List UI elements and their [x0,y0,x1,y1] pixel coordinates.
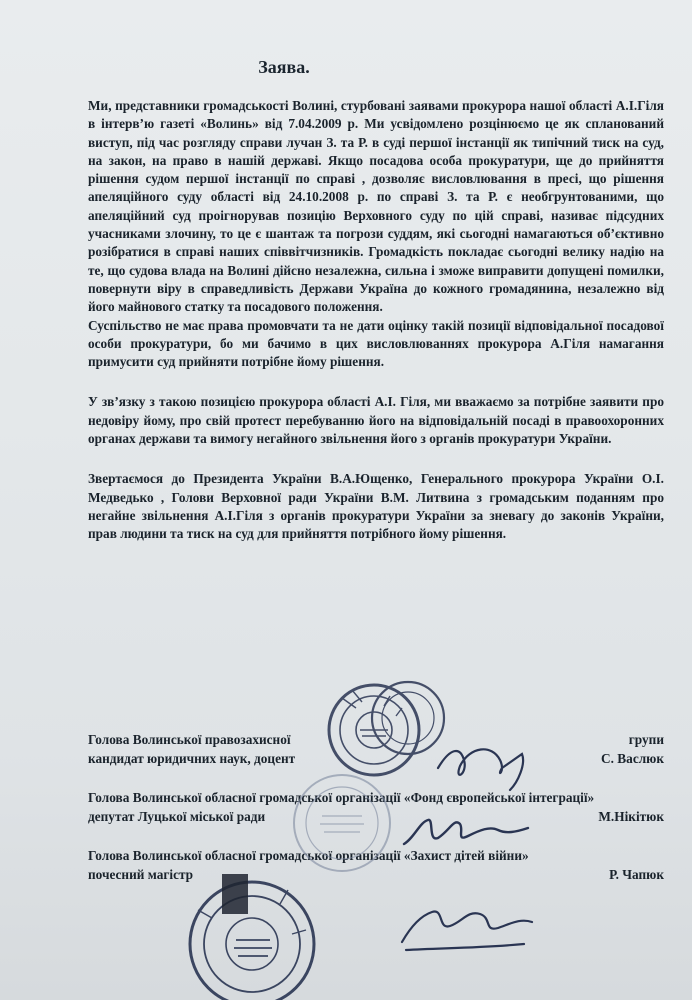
document-title: Заява. [258,57,310,77]
paragraph-1: Ми, представники громадськості Волині, стурбовані заявами прокурора нашої області А.І.Гіля в інтерв’ю газеті «Волинь» від 7.04.2009 р. Ми усвідомлено розцінюємо це як спланований виступ, під час розгляду справи лучан З. та Р. в суді першої інстанції як типічний тиск на суд, на закон, на право в нашій державі. Якщо посадова особа прокуратури, ще до прийняття рішення судом першої інстанції по справі , дозволяє висловлювання в пресі, що рішення апеляційного суду області від 24.10.2008 р. по справі З. та Р. є необгрунтованими, що апеляційний суд проігнорував позицію Верховного суду по цій справі, називає підсудних учасниками злочину, то це є шантаж та погрози суддям, які сьогодні намагаються об’єктивно розібратися в справі наших співвітчизників. Громадкість покладає сьогодні велику надію на те, що судова влада на Волині дійсно незалежна, сильна і зможе виправити допущені помилки, повернути віру в справедливість Держави Україна до кожного громадянина, незалежно від його майнового статку та посадового положення. [88,98,664,315]
signatory-1-title: кандидат юридичних наук, доцент [88,751,296,766]
signature-3-icon [392,892,542,962]
signatory-3-position: Голова Волинської обласної громадської організації «Захист дітей війни» [88,848,529,863]
signatory-1-position: Голова Волинської правозахисної [88,732,291,747]
paragraph-2: Суспільство не має права промовчати та не дати оцінку такій позиції відповідальної посадової особи прокуратури, бо ми бачимо в цих висловлюваннях прокурора А.Гіля намагання примусити суд прийняти потрібне йому рішення. [88,317,664,370]
document-body [88,97,664,544]
signature-1-icon [430,738,550,798]
signatory-2-name: М.Нікітюк [598,809,664,824]
signatory-2-title: депутат Луцької міської ради [88,809,266,824]
signature-2-icon [398,808,538,858]
signatory-1-position-end: групи [628,732,664,747]
paragraph-4: Звертаємося до Президента України В.А.Ющенко, Генерального прокурора України О.І. Медведько , Голови Верховної ради України В.М. Литвина з громадським поданням про негайне звільнення А.І.Гіля з органів прокуратури України за зневагу до законів України, прав людини та тиск на суд для прийняття потрібного йому рішення. [88,471,664,542]
signatory-3-title: почесний магістр [88,867,194,882]
signatory-3-name: Р. Чапюк [609,867,664,882]
signatory-1-name: С. Васлюк [601,751,664,766]
faded-stamp-icon [282,768,402,878]
bottom-stamp-icon [178,870,338,1000]
paragraph-3: У зв’язку з такою позицією прокурора області А.І. Гіля, ми вважаємо за потрібне заявити про недовіру йому, про свій протест перебуванню його на відповідальній посаді в правоохоронних органах держави та вимогу негайного звільнення його з органів прокуратури України. [88,394,664,447]
signatory-2-position: Голова Волинської обласної громадської організації «Фонд європейської інтеграції» [88,790,595,805]
